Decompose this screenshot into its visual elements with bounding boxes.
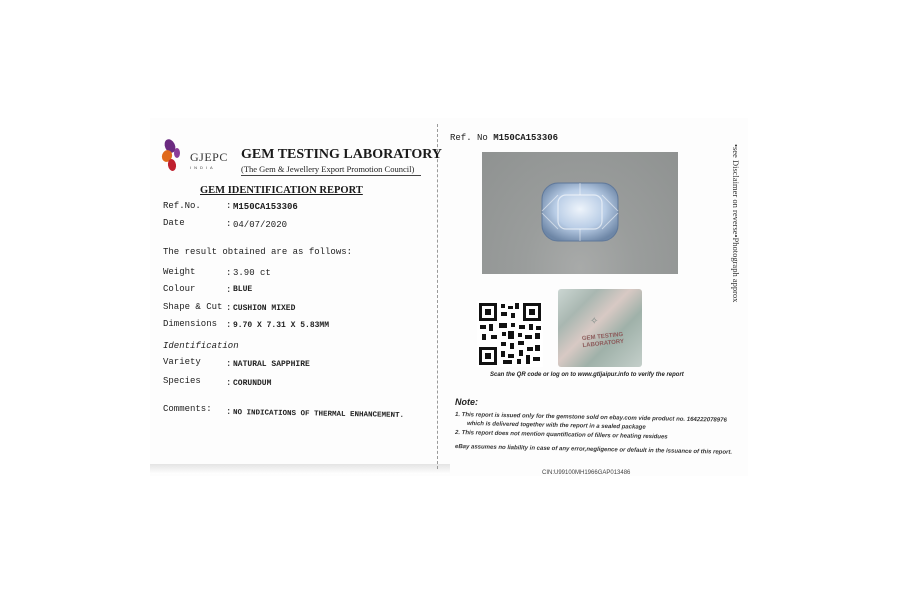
hologram-text: GEM TESTING LABORATORY: [581, 331, 625, 350]
right-ref-value: M150CA153306: [493, 133, 559, 143]
variety-label: Variety: [163, 357, 201, 367]
scan-instruction: Scan the QR code or log on to www.gtljaipur.info to verify the report: [490, 372, 684, 378]
field-label-weight: Weight: [163, 267, 196, 277]
field-label-dimensions: Dimensions: [163, 319, 218, 329]
field-value-dimensions: 9.70 X 7.31 X 5.83MM: [233, 321, 330, 330]
field-value-colour: BLUE: [233, 285, 253, 294]
intro-text: The result obtained are as follows:: [163, 247, 353, 257]
field-colon: :: [226, 285, 232, 295]
report-title: GEM IDENTIFICATION REPORT: [200, 185, 363, 196]
note-line-4: eBay assumes no liability in case of any error,negligence or default in the issuance of this report.: [454, 444, 733, 456]
ref-value: M150CA153306: [233, 202, 298, 212]
gjepc-logo-icon: [160, 136, 190, 176]
field-value-shape: CUSHION MIXED: [233, 304, 296, 313]
note-line-1: 1. This report is issued only for the gemstone sold on ebay.com vide product no. 164222078976: [454, 412, 727, 424]
qr-code-icon: [477, 301, 543, 367]
hologram-seal-icon: [558, 289, 642, 367]
field-colon: :: [226, 407, 232, 417]
header-rule: [241, 175, 421, 176]
right-ref-label: Ref. No: [450, 133, 488, 143]
right-ref: [450, 133, 558, 143]
field-value-weight: 3.90 ct: [233, 268, 271, 278]
field-colon: :: [226, 268, 232, 278]
note-line-2: which is delivered together with the report in a sealed package: [466, 421, 646, 431]
cin-number: CIN:U99100MH1966GAP013486: [542, 470, 631, 476]
date-value: 04/07/2020: [233, 220, 288, 230]
field-colon: :: [226, 378, 232, 388]
note-title: Note:: [455, 397, 478, 407]
field-colon: :: [226, 320, 232, 330]
gemstone-icon: [540, 181, 620, 245]
field-label-colour: Colour: [163, 284, 196, 294]
comments-value: NO INDICATIONS OF THERMAL ENHANCEMENT.: [232, 409, 405, 420]
logo-subtext: INDIA: [190, 165, 216, 170]
logo-text: GJEPC: [190, 150, 228, 164]
ref-label: Ref.No.: [163, 201, 201, 211]
ref-colon: :: [226, 201, 232, 211]
field-colon: :: [226, 303, 232, 313]
perforation-divider: [437, 124, 438, 469]
species-label: Species: [163, 376, 201, 386]
hologram-emblem-icon: ✧: [590, 316, 599, 327]
field-label-shape: Shape & Cut: [163, 302, 223, 312]
comments-label: Comments:: [163, 404, 212, 414]
identification-heading: Identification: [163, 341, 239, 351]
date-label: Date: [163, 218, 185, 228]
side-disclaimer: •see Disclaimer on reverse•Photograph approx: [731, 144, 741, 303]
field-colon: :: [226, 359, 232, 369]
species-value: CORUNDUM: [233, 379, 272, 388]
lab-subtitle: (The Gem & Jewellery Export Promotion Council): [241, 164, 415, 174]
lab-title: GEM TESTING LABORATORY: [241, 147, 442, 162]
date-colon: :: [226, 219, 232, 229]
card-edge-shadow: [150, 464, 450, 474]
note-line-3: 2. This report does not mention quantification of fillers or heating residues: [454, 430, 668, 441]
variety-value: NATURAL SAPPHIRE: [233, 360, 310, 369]
